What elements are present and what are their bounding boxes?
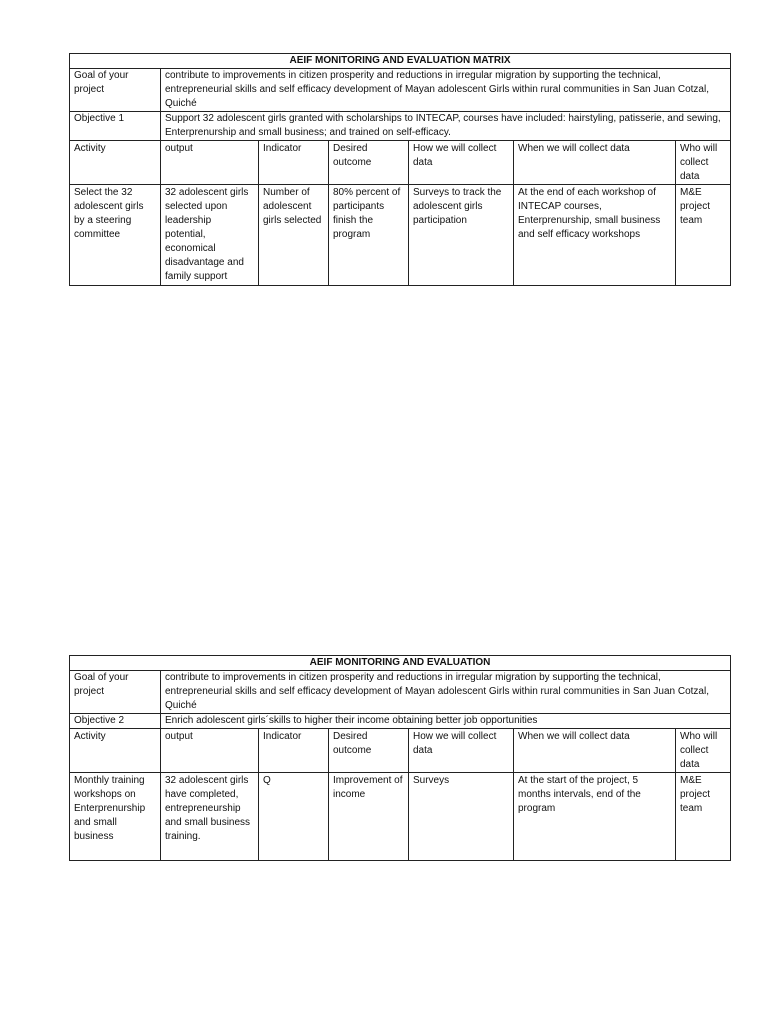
monitoring-evaluation-table [69,655,731,861]
objective-text: Enrich adolescent girls´skills to higher their income obtaining better job opportunities [161,714,731,729]
header-who-collect: Who will collect data [676,729,731,773]
cell-output: 32 adolescent girls selected upon leadership potential, economical disadvantage and family support [161,185,259,286]
header-output: output [161,141,259,185]
cell-desired-outcome: Improvement of income [329,773,409,861]
header-how-collect: How we will collect data [409,729,514,773]
monitoring-matrix-table [69,53,731,286]
header-activity: Activity [70,141,161,185]
cell-indicator: Q [259,773,329,861]
header-who-collect: Who will collect data [676,141,731,185]
header-output: output [161,729,259,773]
cell-how-collect: Surveys to track the adolescent girls participation [409,185,514,286]
cell-desired-outcome: 80% percent of participants finish the program [329,185,409,286]
header-activity: Activity [70,729,161,773]
cell-who-collect: M&E project team [676,185,731,286]
cell-activity: Monthly training workshops on Enterprenurship and small business [70,773,161,861]
cell-activity: Select the 32 adolescent girls by a steering committee [70,185,161,286]
cell-output: 32 adolescent girls have completed, entrepreneurship and small business training. [161,773,259,861]
goal-label: Goal of your project [70,671,161,714]
objective-text: Support 32 adolescent girls granted with scholarships to INTECAP, courses have included: hairstyling, patisserie, and sewing, Enterprenurship and small business; and trained on self-efficacy. [161,112,731,141]
goal-text: contribute to improvements in citizen prosperity and reductions in irregular migration by supporting the technical, entrepreneurial skills and self efficacy development of Mayan adolescent Girls within rural communities in San Juan Cotzal, Quiché [161,671,731,714]
objective-label: Objective 1 [70,112,161,141]
header-when-collect: When we will collect data [514,729,676,773]
header-desired-outcome: Desired outcome [329,141,409,185]
header-indicator: Indicator [259,141,329,185]
cell-when-collect: At the end of each workshop of INTECAP courses, Enterprenurship, small business and self efficacy workshops [514,185,676,286]
table-title: AEIF MONITORING AND EVALUATION MATRIX [70,54,731,69]
header-indicator: Indicator [259,729,329,773]
cell-who-collect: M&E project team [676,773,731,861]
header-desired-outcome: Desired outcome [329,729,409,773]
goal-label: Goal of your project [70,69,161,112]
cell-when-collect: At the start of the project, 5 months intervals, end of the program [514,773,676,861]
goal-text: contribute to improvements in citizen prosperity and reductions in irregular migration by supporting the technical, entrepreneurial skills and self efficacy development of Mayan adolescent Girls within rural communities in San Juan Cotzal, Quiché [161,69,731,112]
cell-how-collect: Surveys [409,773,514,861]
header-how-collect: How we will collect data [409,141,514,185]
cell-indicator: Number of adolescent girls selected [259,185,329,286]
header-when-collect: When we will collect data [514,141,676,185]
objective-label: Objective 2 [70,714,161,729]
table-title: AEIF MONITORING AND EVALUATION [70,656,731,671]
